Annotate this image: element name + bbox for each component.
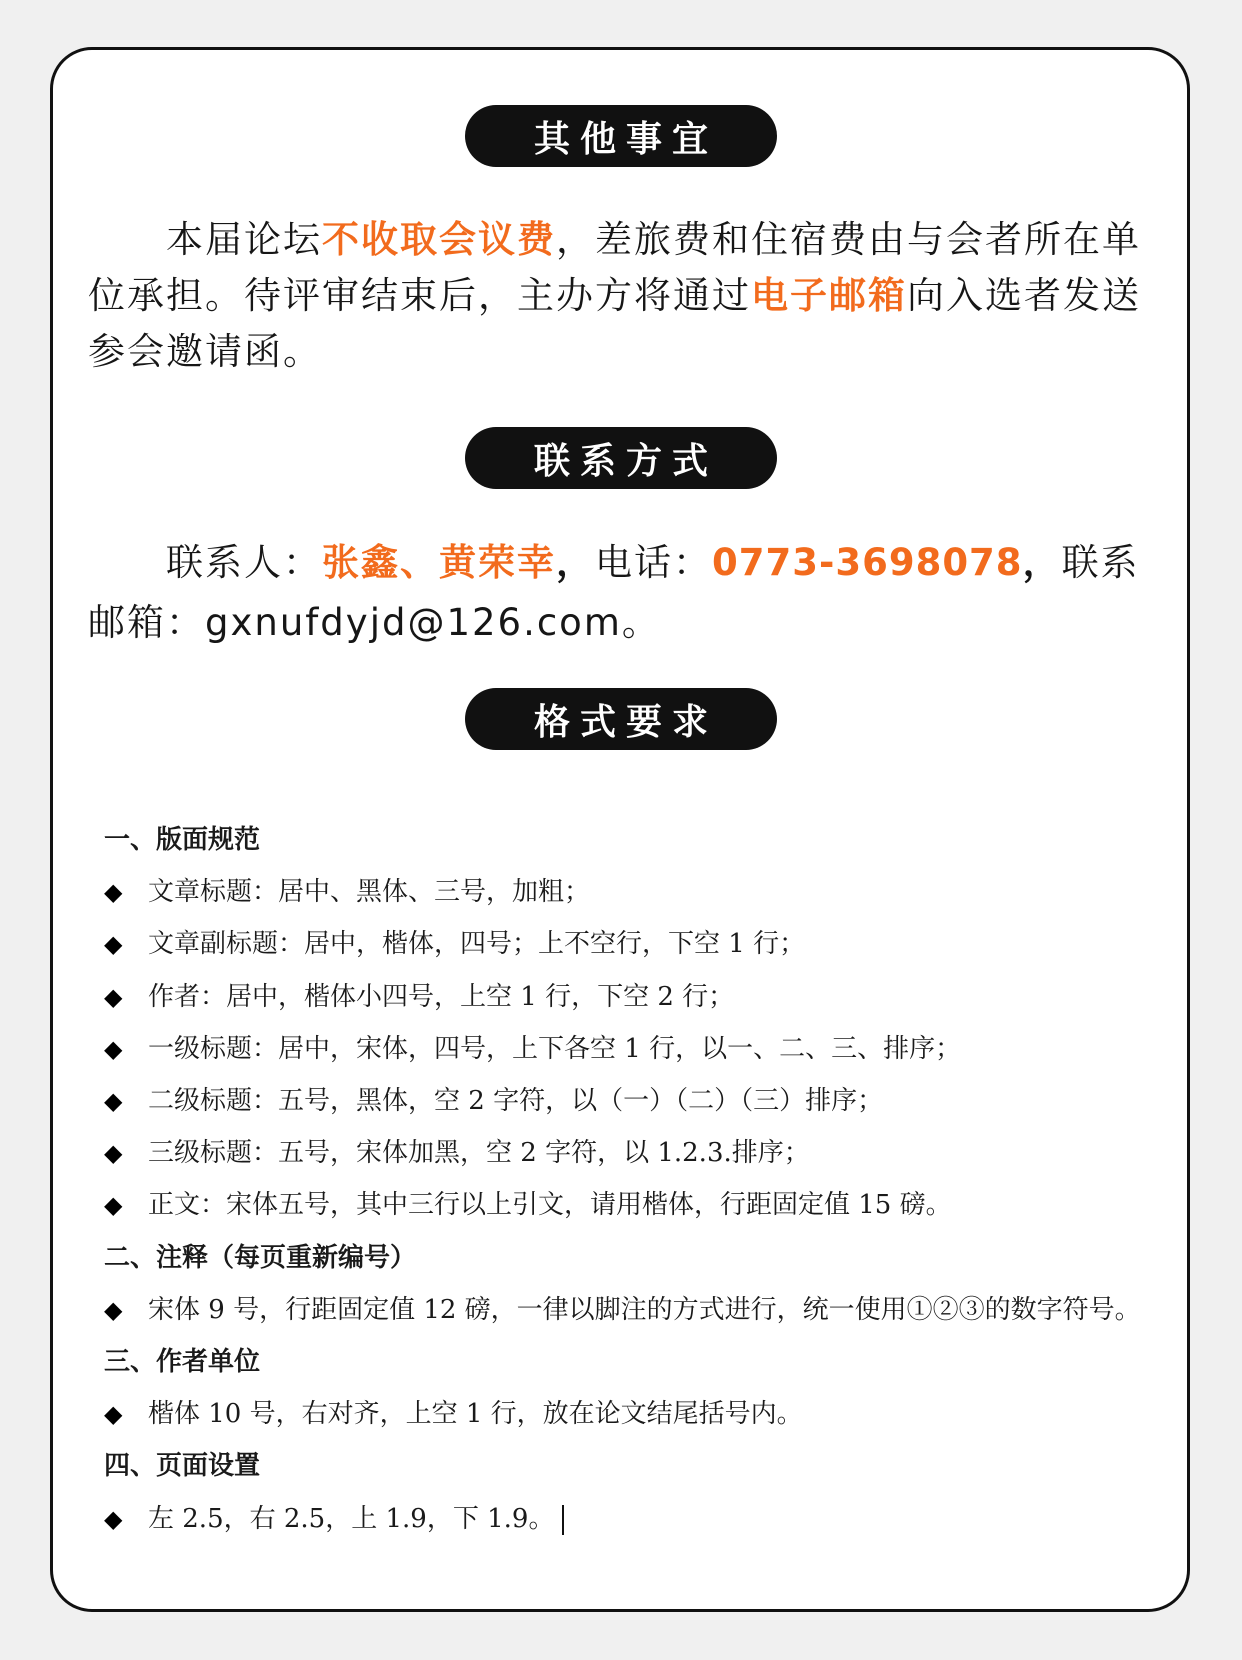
text-segment: ，差旅费和住宿费由与会者所在单 (556, 218, 1141, 261)
format-item (104, 866, 1184, 918)
highlight-no-fee: 不收取会议费 (322, 218, 556, 261)
format-item (104, 1179, 1184, 1231)
format-item (104, 918, 1184, 970)
bullet-diamond: ◆ (104, 1504, 123, 1533)
format-item (104, 1493, 1184, 1545)
bullet-diamond: ◆ (104, 878, 123, 907)
section-title-contact: 联系方式 (465, 427, 777, 489)
section-title-other-matters: 其他事宜 (465, 105, 777, 167)
format-item (104, 1075, 1184, 1127)
format-heading-author-unit: 三、作者单位 (104, 1347, 261, 1378)
text-segment: ， (556, 541, 595, 584)
text-segment: 向入选者发送 (907, 274, 1141, 317)
format-item-text: 文章标题：居中、黑体、三号，加粗； (148, 877, 591, 908)
format-item-text: 左 2.5，右 2.5，上 1.9，下 1.9。 (148, 1503, 555, 1534)
content-card (50, 47, 1190, 1612)
bullet-diamond: ◆ (104, 1295, 123, 1324)
bullet-diamond: ◆ (104, 930, 123, 959)
format-item (104, 971, 1184, 1023)
format-heading-page-setup: 四、页面设置 (104, 1451, 261, 1482)
text-segment: 位承担。待评审结束后，主办方将通过 (88, 274, 751, 317)
paragraph-line (88, 212, 1168, 268)
text-segment: 联系 (1061, 541, 1140, 584)
format-item-text: 正文：宋体五号，其中三行以上引文，请用楷体，行距固定值 15 磅。 (148, 1190, 952, 1221)
text-segment: ， (1022, 541, 1062, 584)
paragraph-line (88, 533, 1168, 593)
format-document-screenshot (104, 814, 1184, 1545)
bullet-diamond: ◆ (104, 1034, 123, 1063)
format-item-text: 二级标题：五号，黑体，空 2 字符，以（一）（二）（三）排序； (148, 1086, 884, 1117)
format-heading-layout: 一、版面规范 (104, 825, 261, 855)
text-segment: 电话： (595, 541, 712, 584)
format-item-text: 文章副标题：居中，楷体，四号；上不空行，下空 1 行； (148, 929, 806, 960)
format-item-text: 三级标题：五号，宋体加黑，空 2 字符，以 1.2.3.排序； (148, 1138, 810, 1169)
highlight-email: 电子邮箱 (751, 274, 907, 317)
format-item-text: 一级标题：居中，宋体，四号，上下各空 1 行，以一、二、三、排序； (148, 1033, 962, 1064)
text-cursor (562, 1505, 564, 1535)
section-title-format: 格式要求 (465, 688, 777, 750)
other-matters-paragraph (88, 212, 1168, 380)
contact-email: 邮箱：gxnufdyjd@126.com。 (88, 601, 661, 644)
format-item-text: 宋体 9 号，行距固定值 12 磅，一律以脚注的方式进行，统一使用①②③的数字符号。 (148, 1294, 1141, 1325)
bullet-diamond: ◆ (104, 982, 123, 1011)
format-item (104, 1023, 1184, 1075)
paragraph-line (88, 268, 1168, 324)
format-item-text: 楷体 10 号，右对齐，上空 1 行，放在论文结尾括号内。 (148, 1399, 803, 1430)
format-item (104, 1388, 1184, 1440)
bullet-diamond: ◆ (104, 1191, 123, 1220)
paragraph-line (88, 324, 1168, 380)
format-item (104, 1127, 1184, 1179)
format-item (104, 1284, 1184, 1336)
format-heading-notes: 二、注释（每页重新编号） (104, 1242, 417, 1273)
text-segment: 本届论坛 (166, 218, 322, 261)
paragraph-line (88, 593, 1168, 653)
bullet-diamond: ◆ (104, 1087, 123, 1116)
highlight-contact-names: 张鑫、黄荣幸 (322, 541, 556, 584)
bullet-diamond: ◆ (104, 1139, 123, 1168)
format-item-text: 作者：居中，楷体小四号，上空 1 行，下空 2 行； (148, 981, 735, 1012)
text-segment: 联系人： (166, 541, 322, 584)
highlight-phone-number: 0773-3698078 (712, 541, 1023, 584)
bullet-diamond: ◆ (104, 1400, 123, 1429)
contact-paragraph (88, 533, 1168, 653)
text-segment: 参会邀请函。 (88, 330, 322, 373)
